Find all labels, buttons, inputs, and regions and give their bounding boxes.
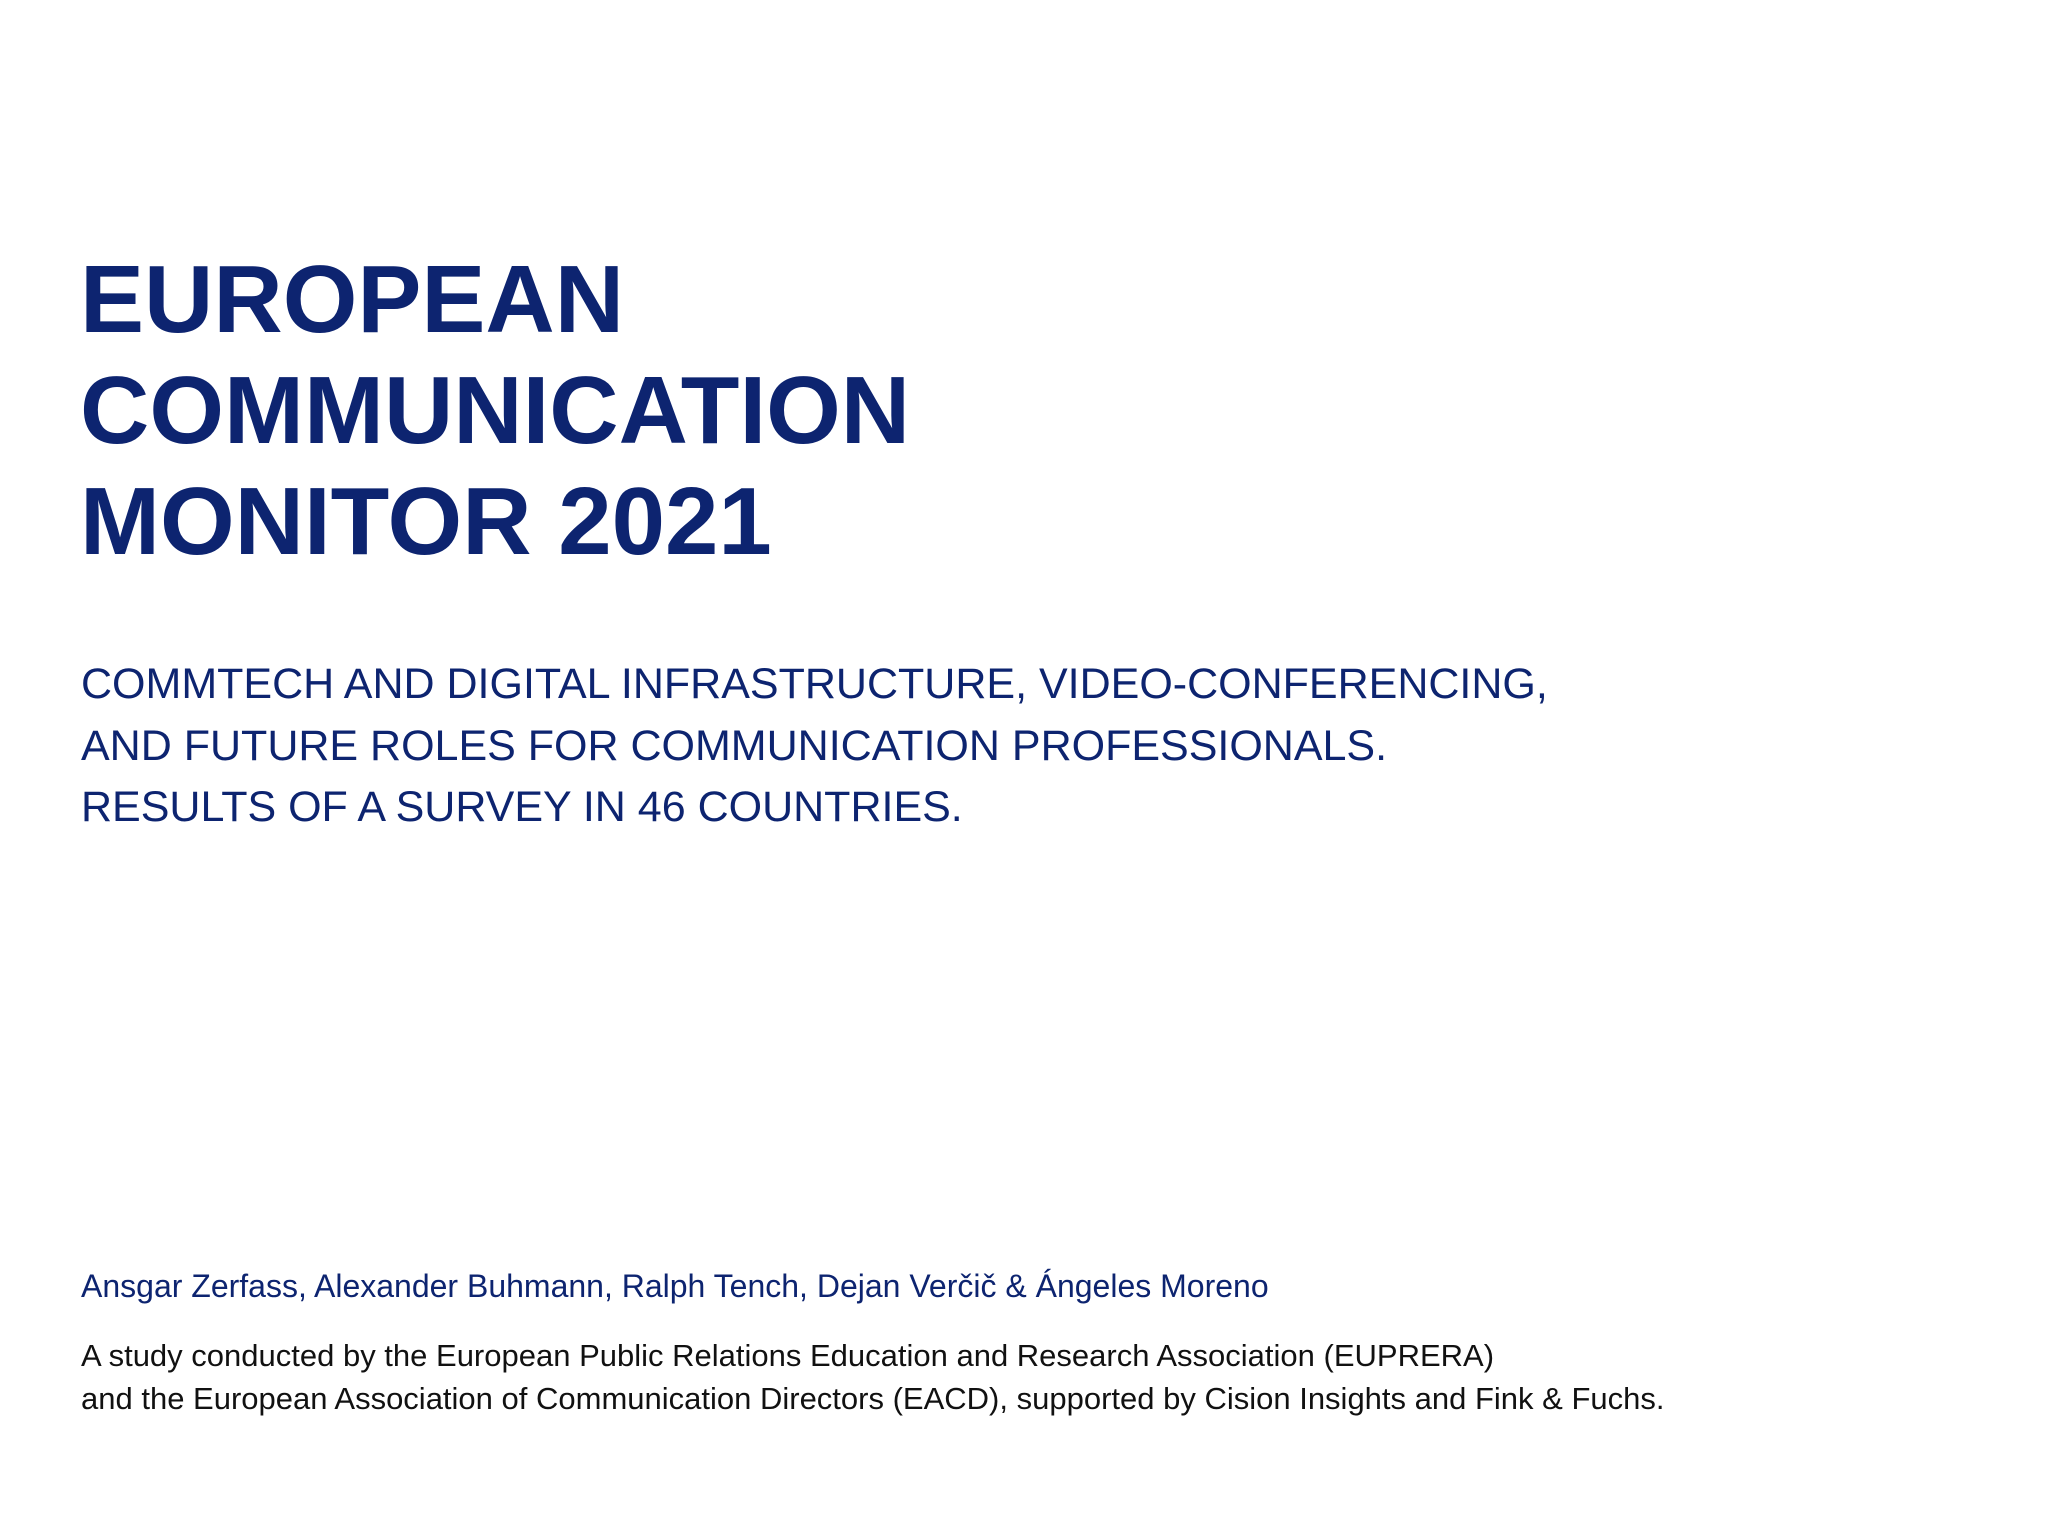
study-line-2: and the European Association of Communication Directors (EACD), supported by Cision Insights and Fink & Fuchs. [81,1381,1665,1416]
title-line-1: EUROPEAN [80,246,625,353]
subtitle-line-2: AND FUTURE ROLES FOR COMMUNICATION PROFESSIONALS. [81,721,1388,770]
author-list: Ansgar Zerfass, Alexander Buhmann, Ralph Tench, Dejan Verčič & Ángeles Moreno [81,1268,1269,1304]
document-subtitle [81,654,1548,839]
subtitle-line-3: RESULTS OF A SURVEY IN 46 COUNTRIES. [81,783,963,831]
title-line-3: MONITOR 2021 [80,468,772,575]
title-line-2: COMMUNICATION [80,357,911,464]
document-title [80,244,910,577]
study-description [81,1334,1664,1420]
study-line-1: A study conducted by the European Public Relations Education and Research Association (EUPRERA) [81,1338,1495,1373]
subtitle-line-1: COMMTECH AND DIGITAL INFRASTRUCTURE, VIDEO-CONFERENCING, [81,660,1548,708]
